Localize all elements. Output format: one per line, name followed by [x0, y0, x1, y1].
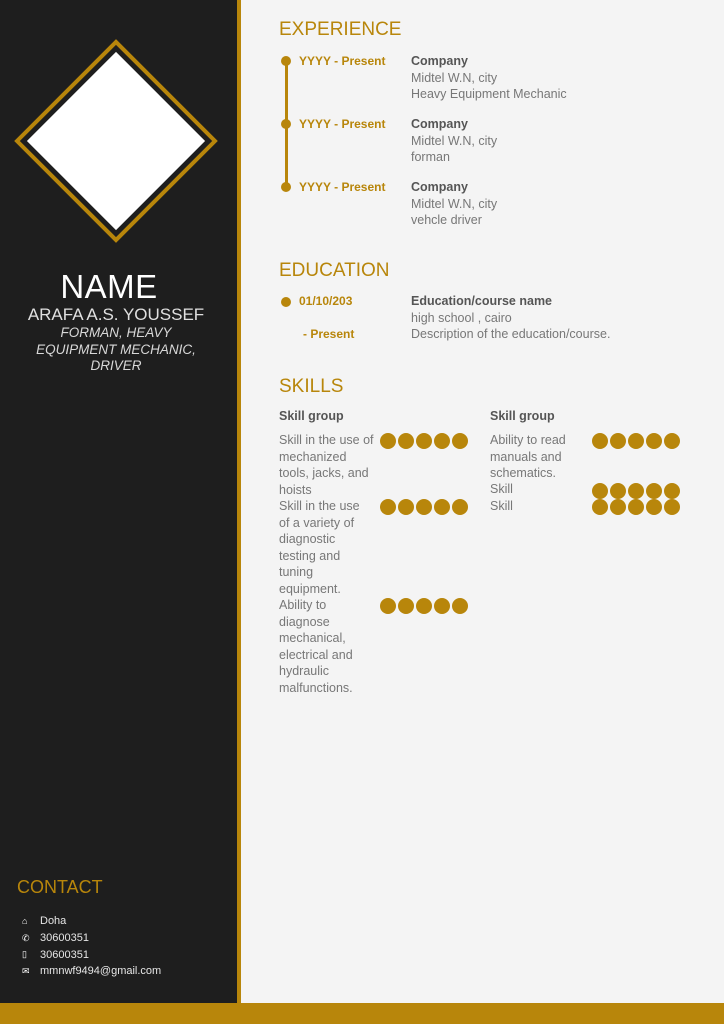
contact-location: Doha: [40, 915, 67, 928]
experience-location: Midtel W.N, city: [411, 196, 498, 211]
envelope-icon: ✉: [22, 965, 30, 976]
rating-dot: [646, 499, 662, 515]
rating-dot: [380, 433, 396, 449]
skill-rating: [592, 433, 680, 449]
profile-name: NAME: [60, 268, 158, 305]
timeline-dot: [281, 56, 291, 66]
skills-heading: SKILLS: [279, 376, 344, 397]
skill-item: Skill: [490, 482, 513, 496]
contact-email[interactable]: mmnwf9494@gmail.com: [40, 965, 162, 978]
rating-dot: [628, 483, 644, 499]
experience-date: YYYY - Present: [299, 180, 386, 194]
profile-full-name: ARAFA A.S. YOUSSEF: [27, 305, 205, 324]
rating-dot: [416, 499, 432, 515]
rating-dot: [592, 483, 608, 499]
skill-group-title: Skill group: [490, 409, 555, 423]
rating-dot: [452, 598, 468, 614]
experience-company: Company: [411, 180, 468, 194]
skill-rating: [380, 499, 468, 515]
profile-title: FORMAN, HEAVY EQUIPMENT MECHANIC, DRIVER: [36, 325, 196, 373]
education-name: Education/course name: [411, 294, 553, 308]
education-entry: [411, 293, 610, 343]
education-heading: EDUCATION: [279, 260, 390, 281]
skill-rating: [380, 433, 468, 449]
experience-company: Company: [411, 117, 468, 131]
rating-dot: [592, 499, 608, 515]
sidebar-divider: [237, 0, 241, 1003]
rating-dot: [452, 433, 468, 449]
skill-rating: [592, 483, 680, 499]
experience-heading: EXPERIENCE: [279, 19, 402, 40]
experience-date: YYYY - Present: [299, 54, 386, 68]
rating-dot: [646, 433, 662, 449]
skill-item: Ability to diagnose mechanical, electrical and hydraulic malfunctions.: [279, 598, 353, 695]
home-icon: ⌂: [22, 916, 28, 927]
contact-item-mobile: [22, 946, 161, 963]
rating-dot: [452, 499, 468, 515]
phone-icon: ✆: [22, 932, 30, 943]
experience-location: Midtel W.N, city: [411, 70, 498, 85]
education-date-end: - Present: [303, 327, 355, 341]
rating-dot: [380, 598, 396, 614]
experience-role: forman: [411, 150, 450, 165]
rating-dot: [610, 433, 626, 449]
contact-mobile[interactable]: 30600351: [40, 948, 89, 961]
education-description: Description of the education/course.: [411, 327, 611, 342]
contact-heading: CONTACT: [17, 877, 103, 897]
contact-phone[interactable]: 30600351: [40, 932, 89, 945]
rating-dot: [398, 598, 414, 614]
experience-entry: [411, 179, 497, 229]
rating-dot: [416, 433, 432, 449]
rating-dot: [664, 483, 680, 499]
footer-bar: [0, 1003, 724, 1024]
skill-group-title: Skill group: [279, 409, 344, 423]
experience-date: YYYY - Present: [299, 117, 386, 131]
rating-dot: [434, 598, 450, 614]
rating-dot: [380, 499, 396, 515]
skill-item: Skill in the use of mechanized tools, jacks, and hoists: [279, 433, 374, 497]
rating-dot: [664, 433, 680, 449]
rating-dot: [434, 499, 450, 515]
experience-company: Company: [411, 54, 468, 68]
skill-item: Skill in the use of a variety of diagnostic testing and tuning equipment.: [279, 499, 360, 596]
rating-dot: [610, 483, 626, 499]
experience-location: Midtel W.N, city: [411, 133, 498, 148]
rating-dot: [398, 433, 414, 449]
experience-entry: [411, 53, 567, 103]
skill-rating: [592, 499, 680, 515]
mobile-icon: ▯: [22, 949, 27, 960]
timeline-dot: [281, 297, 291, 307]
timeline-dot: [281, 182, 291, 192]
experience-role: Heavy Equipment Mechanic: [411, 87, 567, 102]
education-date-start: 01/10/203: [299, 294, 353, 308]
contact-list: [22, 913, 161, 980]
rating-dot: [434, 433, 450, 449]
rating-dot: [610, 499, 626, 515]
contact-item-location: [22, 913, 161, 930]
rating-dot: [592, 433, 608, 449]
rating-dot: [398, 499, 414, 515]
skill-rating: [380, 598, 468, 614]
rating-dot: [664, 499, 680, 515]
experience-entry: [411, 116, 497, 166]
contact-item-phone: [22, 930, 161, 947]
rating-dot: [416, 598, 432, 614]
skill-item: Skill: [490, 499, 513, 513]
experience-role: vehcle driver: [411, 213, 482, 228]
rating-dot: [646, 483, 662, 499]
skill-item: Ability to read manuals and schematics.: [490, 433, 566, 481]
contact-item-email: [22, 963, 161, 980]
rating-dot: [628, 433, 644, 449]
timeline-dot: [281, 119, 291, 129]
education-school: high school , cairo: [411, 310, 512, 325]
rating-dot: [628, 499, 644, 515]
